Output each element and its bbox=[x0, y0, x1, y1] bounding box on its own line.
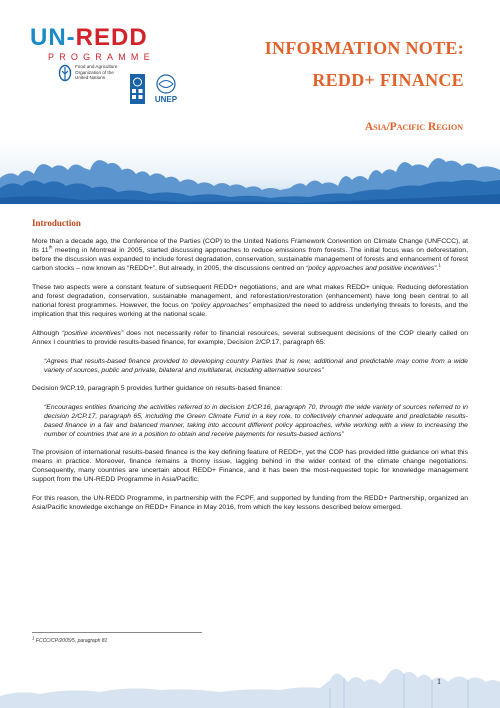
paragraph-5: The provision of international results-based finance is the key defining feature of REDD+, yet the COP has provided little guidance on what this means in practice. Moreover, finance remains a thorny issue, lagging behind in the wider context of the climate change negotiations. Consequently, many countries are uncertain about REDD+ Finance, and it has been the most-requested topic for knowledge management support from the UN-REDD Programme in Asia/Pacific. bbox=[32, 449, 468, 483]
footnote-ref[interactable]: 1 bbox=[438, 262, 441, 268]
un-redd-logo bbox=[30, 26, 230, 62]
footnote-divider bbox=[32, 632, 202, 633]
title-line-1: INFORMATION NOTE: bbox=[264, 38, 464, 58]
partner-logos bbox=[58, 60, 198, 104]
undp-icon bbox=[130, 74, 145, 104]
intro-heading: Introduction bbox=[32, 218, 81, 228]
unep-label: UNEP bbox=[154, 95, 178, 104]
footnote-text: FCCC/CP/2005/5, paragraph 81 bbox=[34, 638, 108, 644]
paragraph-4: Decision 9/CP.19, paragraph 5 provides further guidance on results-based finance: bbox=[32, 385, 283, 392]
logo-title bbox=[30, 26, 230, 50]
paragraph-2 bbox=[32, 283, 468, 319]
page-number: 1 bbox=[437, 677, 441, 686]
p1-superscript: th bbox=[48, 244, 53, 250]
p3-text-a: Although bbox=[32, 330, 63, 337]
paragraph-6: For this reason, the UN-REDD Programme, in partnership with the FCPF, and supported by funding from the REDD+ Partnership, organized an Asia/Pacific knowledge exchange on REDD+ Finance in May 2016, from which the key lessons described below emerged. bbox=[32, 495, 468, 511]
p1-italic: “policy approaches and positive incentives” bbox=[305, 265, 437, 272]
paragraph-1 bbox=[32, 237, 468, 273]
p3-text-b: does not necessarily refer to financial resources, several subsequent decisions of the COP clearly called on Annex I countries to provide results-based finance, for example, Decision 2/CP.17, paragraph 65: bbox=[32, 330, 468, 346]
footnote-number: 1 bbox=[32, 635, 35, 641]
paragraph-3 bbox=[32, 329, 468, 347]
p2-text-a: These two aspects were a constant feature of subsequent REDD+ negotiations, and are what makes REDD+ unique. Reducing deforestation and forest degradation, conservation, sustainable management, and reforestation/restoration (enhancement) have long been central to all national forest programmes. However, the focus on bbox=[32, 284, 468, 309]
p2-text-b: emphasized the need to address underlying threats to forests, and the implication that this requires working at the national scale. bbox=[32, 302, 468, 318]
fao-name: Food and Agriculture Organization of the United Nations bbox=[75, 64, 118, 81]
fao-icon bbox=[58, 64, 72, 84]
tree-silhouette-footer bbox=[0, 648, 500, 708]
p1-text-b: meeting in Montreal in 2005, started discussing approaches to reduce emissions from forests. The initial focus was on deforestation, before the discussion was expanded to include forest degradation, conservation, sustainable management of forests and enhancement of forest carbon stocks – now known as “REDD+”. But already, in 2005, the discussions centred on bbox=[32, 247, 468, 272]
unep-icon bbox=[150, 74, 182, 104]
p2-italic: “policy approaches” bbox=[190, 302, 251, 309]
p3-italic: “positive incentives” bbox=[62, 330, 124, 337]
logo-un-text: UN- bbox=[30, 24, 76, 51]
p1-text-c: . bbox=[436, 265, 439, 272]
quote-decision-2-cp17: “Agrees that results-based finance provided to developing country Parties that is new, additional and predictable may come from a wide variety of sources, public and private, bilateral and multilateral, including alternative sources” bbox=[44, 358, 468, 374]
p1-text-a: More than a decade ago, the Conference of the Parties (COP) to the United Nations Framework Convention on Climate Change (UNFCCC), at its 11 bbox=[32, 238, 468, 254]
main-content bbox=[32, 218, 468, 522]
logo-redd-text: REDD bbox=[75, 24, 148, 51]
quote-decision-9-cp19: “Encourages entities financing the activities referred to in decision 1/CP.16, paragraph 70, through the wide variety of sources referred to in decision 2/CP.17, paragraph 65, including the Green Climate Fund in a key role, to collectively channel adequate and predictable results-based finance in a fair and balanced manner, taking into account different policy approaches, while working with a view to increasing the number of countries that are in a position to obtain and receive payments for results-based actions” bbox=[44, 404, 468, 438]
footnote bbox=[32, 635, 108, 644]
region-subtitle: Asia/Pacific Region bbox=[364, 121, 463, 133]
title-line-2: REDD+ FINANCE bbox=[312, 70, 464, 90]
page-title bbox=[265, 32, 464, 96]
logo-programme-text: PROGRAMME bbox=[48, 52, 155, 62]
forest-banner-image bbox=[0, 140, 500, 210]
